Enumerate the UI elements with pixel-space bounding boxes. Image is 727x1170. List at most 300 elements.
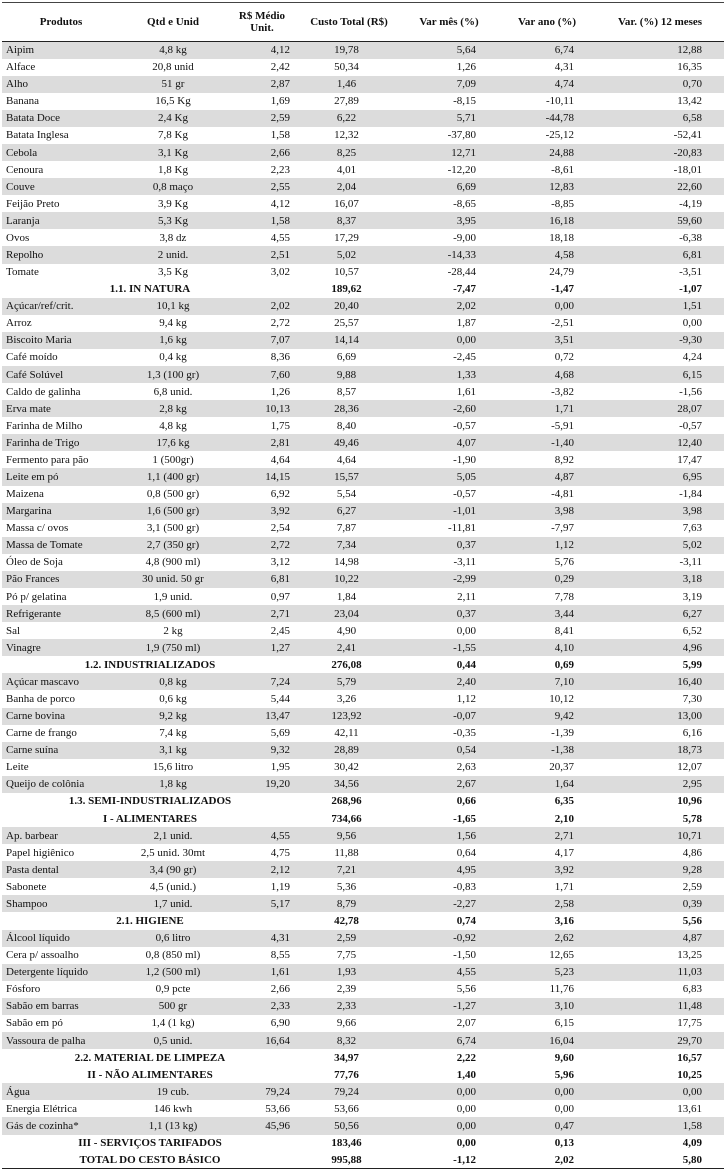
- total-cost: 30,42: [334, 761, 359, 774]
- table-row: [2, 759, 724, 776]
- var-year: 1,64: [498, 776, 596, 793]
- product-name: Cera p/ assoalho: [6, 949, 79, 962]
- unit-price: 4,12: [270, 197, 290, 210]
- var-12-months: 5,02: [596, 537, 724, 554]
- total-cost: 8,32: [298, 1032, 400, 1049]
- var-year: 1,71: [498, 400, 596, 417]
- product-name: Gás de cozinha*: [2, 1117, 120, 1134]
- table-row: [2, 451, 724, 468]
- total-cost: 7,34: [298, 537, 400, 554]
- var-month: 1,61: [456, 385, 476, 398]
- product-name: Pó p/ gelatina: [6, 590, 67, 603]
- var-12-months: 6,52: [682, 624, 702, 637]
- total-cost: 189,62: [331, 283, 362, 296]
- unit-price: 9,32: [226, 742, 298, 759]
- total-cost: 1,46: [298, 76, 400, 93]
- var-year: 4,74: [498, 76, 596, 93]
- var-month: 12,71: [400, 144, 498, 161]
- subtotal-row: [2, 793, 724, 810]
- quantity: 2,8 kg: [120, 400, 226, 417]
- product-name: Banana: [6, 95, 39, 108]
- quantity: 3,1 kg: [120, 742, 226, 759]
- var-year: 0,72: [554, 351, 574, 364]
- var-year: -8,61: [551, 163, 574, 176]
- product-name: Óleo de Soja: [6, 556, 63, 569]
- var-year: 3,16: [554, 915, 574, 928]
- var-month: 1,33: [400, 366, 498, 383]
- var-month: 2,11: [457, 590, 476, 603]
- table-row: [2, 537, 724, 554]
- table-row: [2, 264, 724, 281]
- total-cost: 42,11: [334, 727, 359, 740]
- price-table-container: [2, 2, 724, 1169]
- product-name: Sabão em pó: [6, 1017, 63, 1030]
- var-12-months: -20,83: [596, 144, 724, 161]
- quantity: 4,8 kg: [159, 419, 187, 432]
- table-row: [2, 42, 724, 59]
- quantity: 2,1 unid.: [120, 827, 226, 844]
- quantity: 0,8 kg: [120, 673, 226, 690]
- product-name: Farinha de Trigo: [2, 434, 120, 451]
- total-cost: 17,29: [334, 231, 359, 244]
- quantity: 5,3 Kg: [120, 212, 226, 229]
- table-row: [2, 417, 724, 434]
- unit-price: 4,55: [226, 827, 298, 844]
- quantity: 3,8 dz: [159, 231, 187, 244]
- product-name: Vinagre: [2, 639, 120, 656]
- var-12-months: 13,61: [677, 1102, 702, 1115]
- unit-price: 2,02: [226, 298, 298, 315]
- table-row: [2, 588, 724, 605]
- quantity: 2,5 unid. 30mt: [140, 846, 206, 859]
- quantity: 2,4 Kg: [120, 110, 226, 127]
- total-cost: 3,26: [336, 693, 357, 705]
- var-year: -8,85: [551, 197, 574, 210]
- table-row: [2, 776, 724, 793]
- subtotal-row: [2, 1135, 724, 1152]
- table-row: [2, 742, 724, 759]
- product-name: Banha de porco: [6, 693, 76, 705]
- product-name: Sabão em barras: [2, 998, 120, 1015]
- var-12-months: -3,51: [679, 266, 702, 279]
- var-month: 0,37: [400, 605, 498, 622]
- unit-price: 45,96: [226, 1117, 298, 1134]
- var-year: -1,47: [551, 283, 574, 296]
- quantity: 2 kg: [163, 624, 183, 637]
- total-cost: 20,40: [298, 298, 400, 315]
- product-name: Pão Frances: [2, 571, 120, 588]
- var-year: 3,92: [498, 861, 596, 878]
- table-row: [2, 315, 724, 332]
- table-row: [2, 1083, 724, 1100]
- total-cost: 2,59: [298, 930, 400, 947]
- total-cost: 4,01: [336, 163, 357, 176]
- var-month: 0,54: [400, 742, 498, 759]
- var-12-months: 10,96: [677, 795, 702, 808]
- subtotal-row: [2, 912, 724, 929]
- var-year: 6,74: [498, 42, 596, 59]
- table-row: [2, 298, 724, 315]
- subtotal-label: II - NÃO ALIMENTARES: [87, 1068, 213, 1081]
- unit-price: 13,47: [226, 708, 298, 725]
- var-month: 2,07: [456, 1017, 476, 1030]
- quantity: 9,4 kg: [159, 317, 187, 330]
- var-year: 4,87: [498, 468, 596, 485]
- table-row: [2, 59, 724, 76]
- var-12-months: 13,00: [596, 708, 724, 725]
- var-year: 0,13: [554, 1137, 574, 1150]
- var-12-months: 5,80: [596, 1152, 724, 1169]
- var-year: -4,81: [551, 488, 574, 501]
- unit-price: 53,66: [265, 1102, 290, 1115]
- var-month: -2,27: [400, 895, 498, 912]
- total-cost: 9,66: [336, 1017, 357, 1030]
- total-cost: 2,04: [298, 178, 400, 195]
- table-row: [2, 998, 724, 1015]
- product-name: Sabonete: [6, 880, 47, 893]
- quantity: 146 kwh: [153, 1102, 193, 1115]
- total-cost: 995,88: [298, 1152, 400, 1169]
- unit-price: 3,02: [270, 266, 290, 279]
- var-year: 4,68: [498, 366, 596, 383]
- total-cost: 5,79: [298, 673, 400, 690]
- var-year: 5,23: [498, 964, 596, 981]
- product-name: Açúcar/ref/crit.: [2, 298, 120, 315]
- var-month: 0,44: [456, 658, 476, 671]
- quantity: 3,4 (90 gr): [120, 861, 226, 878]
- quantity: 3,1 Kg: [120, 144, 226, 161]
- var-month: 0,66: [456, 795, 476, 808]
- quantity: 0,8 maço: [120, 178, 226, 195]
- table-row: [2, 1100, 724, 1117]
- var-month: 1,12: [456, 693, 476, 705]
- total-cost: 268,96: [331, 795, 362, 808]
- product-name: Queijo de colônia: [2, 776, 120, 793]
- var-12-months: 0,00: [596, 1083, 724, 1100]
- var-12-months: 6,95: [596, 468, 724, 485]
- var-month: -8,65: [453, 197, 476, 210]
- var-12-months: 13,25: [677, 949, 702, 962]
- var-year: 18,18: [549, 231, 574, 244]
- subtotal-label: 1.3. SEMI-INDUSTRIALIZADOS: [68, 795, 232, 808]
- table-row: [2, 468, 724, 485]
- var-year: 24,79: [549, 266, 574, 279]
- quantity: 3,5 Kg: [158, 266, 188, 279]
- subtotal-row: [2, 1049, 724, 1066]
- product-name: Arroz: [6, 317, 32, 330]
- product-name: Margarina: [2, 503, 120, 520]
- var-year: 7,10: [498, 673, 596, 690]
- var-month: 3,95: [400, 212, 498, 229]
- quantity: 4,5 (unid.): [149, 880, 197, 893]
- quantity: 3,9 Kg: [158, 197, 188, 210]
- unit-price: 2,45: [270, 624, 290, 637]
- table-row: [2, 383, 724, 400]
- quantity: 1,8 Kg: [158, 163, 188, 176]
- product-name: Couve: [2, 178, 120, 195]
- var-12-months: 16,35: [677, 61, 702, 74]
- unit-price: 6,90: [270, 1017, 290, 1030]
- var-12-months: 18,73: [596, 742, 724, 759]
- table-row: [2, 503, 724, 520]
- var-year: 3,98: [498, 503, 596, 520]
- table-row: [2, 212, 724, 229]
- unit-price: 10,13: [226, 400, 298, 417]
- table-row: [2, 827, 724, 844]
- product-name: Caldo de galinha: [6, 385, 81, 398]
- quantity: 4,8 (900 ml): [145, 556, 201, 569]
- var-year: 5,96: [554, 1068, 574, 1081]
- total-cost: 10,22: [298, 571, 400, 588]
- quantity: 1,2 (500 ml): [120, 964, 226, 981]
- total-cost: 1,84: [336, 590, 357, 603]
- table-row: [2, 1117, 724, 1134]
- unit-price: 7,60: [226, 366, 298, 383]
- total-cost: 34,97: [334, 1051, 359, 1064]
- unit-price: 79,24: [226, 1083, 298, 1100]
- var-year: 20,37: [549, 761, 574, 774]
- var-month: -12,20: [447, 163, 476, 176]
- unit-price: 2,72: [226, 537, 298, 554]
- var-12-months: 0,70: [596, 76, 724, 93]
- var-year: -1,38: [498, 742, 596, 759]
- var-month: 2,40: [400, 673, 498, 690]
- total-cost: 53,66: [334, 1102, 359, 1115]
- unit-price: 2,72: [270, 317, 290, 330]
- var-month: 1,26: [456, 61, 476, 74]
- product-name: Maizena: [6, 488, 44, 501]
- total-cost: 14,14: [298, 332, 400, 349]
- product-name: Repolho: [2, 246, 120, 263]
- var-month: -1,27: [400, 998, 498, 1015]
- var-month: -2,45: [453, 351, 476, 364]
- var-12-months: 59,60: [596, 212, 724, 229]
- total-cost: 7,75: [336, 949, 357, 962]
- subtotal-row: [2, 1152, 724, 1169]
- var-month: -3,11: [453, 556, 476, 569]
- product-name: Café moído: [6, 351, 58, 364]
- total-cost: 28,89: [298, 742, 400, 759]
- var-12-months: 12,07: [677, 761, 702, 774]
- table-row: [2, 1015, 724, 1032]
- quantity: 0,6 litro: [120, 930, 226, 947]
- product-name: Batata Inglesa: [6, 129, 69, 142]
- total-cost: 7,87: [336, 522, 357, 535]
- var-year: -5,91: [551, 419, 574, 432]
- var-12-months: -9,30: [596, 332, 724, 349]
- total-cost: 5,54: [336, 488, 357, 501]
- basic-basket-table: [2, 2, 724, 1169]
- table-row: [2, 520, 724, 537]
- var-12-months: 4,09: [682, 1137, 702, 1150]
- var-12-months: 6,15: [596, 366, 724, 383]
- var-month: -1,55: [400, 639, 498, 656]
- total-cost: 9,88: [298, 366, 400, 383]
- quantity: 0,9 pcte: [155, 983, 191, 996]
- var-month: 0,00: [456, 1102, 476, 1115]
- var-year: -44,78: [498, 110, 596, 127]
- var-month: -11,81: [447, 522, 476, 535]
- unit-price: 2,23: [270, 163, 290, 176]
- table-row: [2, 947, 724, 964]
- unit-price: 1,69: [270, 95, 290, 108]
- product-name: Aipim: [2, 42, 120, 59]
- unit-price: 5,17: [226, 895, 298, 912]
- unit-price: 2,71: [226, 605, 298, 622]
- unit-price: 2,87: [226, 76, 298, 93]
- subtotal-row: [2, 656, 724, 673]
- table-row: [2, 110, 724, 127]
- var-month: 1,56: [400, 827, 498, 844]
- unit-price: 3,12: [270, 556, 290, 569]
- table-row: [2, 639, 724, 656]
- var-year: 1,12: [498, 537, 596, 554]
- var-12-months: 11,03: [596, 964, 724, 981]
- var-12-months: 10,25: [677, 1068, 702, 1081]
- quantity: 1,1 (13 kg): [120, 1117, 226, 1134]
- product-name: Água: [2, 1083, 120, 1100]
- var-month: -0,57: [453, 488, 476, 501]
- table-row: [2, 622, 724, 639]
- total-cost: 6,69: [336, 351, 357, 364]
- var-12-months: 28,07: [596, 400, 724, 417]
- table-row: [2, 195, 724, 212]
- var-12-months: 17,75: [677, 1017, 702, 1030]
- unit-price: 2,51: [226, 246, 298, 263]
- product-name: Açúcar mascavo: [2, 673, 120, 690]
- var-year: -1,39: [551, 727, 574, 740]
- var-12-months: -1,84: [679, 488, 702, 501]
- subtotal-row: [2, 1066, 724, 1083]
- var-month: 0,74: [456, 915, 476, 928]
- var-month: -1,50: [453, 949, 476, 962]
- unit-price: 2,54: [270, 522, 290, 535]
- var-12-months: 6,16: [682, 727, 702, 740]
- quantity: 17,6 kg: [120, 434, 226, 451]
- total-cost: 7,21: [298, 861, 400, 878]
- var-month: -0,92: [400, 930, 498, 947]
- var-month: 2,63: [456, 761, 476, 774]
- quantity: 500 gr: [120, 998, 226, 1015]
- total-cost: 11,88: [334, 846, 359, 859]
- quantity: 1,3 (100 gr): [120, 366, 226, 383]
- var-12-months: 10,71: [596, 827, 724, 844]
- product-name: Ap. barbear: [2, 827, 120, 844]
- quantity: 4,8 kg: [120, 42, 226, 59]
- table-row: [2, 366, 724, 383]
- unit-price: 2,12: [226, 861, 298, 878]
- var-12-months: -6,38: [679, 231, 702, 244]
- total-cost: 8,37: [298, 212, 400, 229]
- table-row: [2, 708, 724, 725]
- subtotal-label: 2.2. MATERIAL DE LIMPEZA: [74, 1051, 226, 1064]
- table-row: [2, 349, 724, 366]
- quantity: 0,8 (500 gr): [146, 488, 200, 501]
- table-row: [2, 605, 724, 622]
- var-month: -28,44: [447, 266, 476, 279]
- var-month: -0,57: [453, 419, 476, 432]
- product-name: Álcool líquido: [2, 930, 120, 947]
- var-year: 0,29: [498, 571, 596, 588]
- var-year: 3,10: [498, 998, 596, 1015]
- var-month: 4,95: [400, 861, 498, 878]
- var-month: -0,35: [453, 727, 476, 740]
- var-month: -1,01: [400, 503, 498, 520]
- var-12-months: 5,99: [682, 658, 702, 671]
- table-row: [2, 725, 724, 742]
- quantity: 15,6 litro: [152, 761, 194, 774]
- var-12-months: 1,51: [596, 298, 724, 315]
- table-row: [2, 554, 724, 571]
- var-year: -1,40: [498, 434, 596, 451]
- quantity: 1,1 (400 gr): [120, 468, 226, 485]
- quantity: 7,4 kg: [159, 727, 187, 740]
- unit-price: 1,26: [270, 385, 290, 398]
- product-name: Farinha de Milho: [6, 419, 83, 432]
- var-month: 7,09: [400, 76, 498, 93]
- unit-price: 16,64: [226, 1032, 298, 1049]
- product-name: Vassoura de palha: [2, 1032, 120, 1049]
- total-cost: 79,24: [298, 1083, 400, 1100]
- quantity: 16,5 Kg: [155, 95, 191, 108]
- unit-price: 8,36: [270, 351, 290, 364]
- unit-price: 2,55: [226, 178, 298, 195]
- total-cost: 49,46: [298, 434, 400, 451]
- total-cost: 5,36: [336, 880, 357, 893]
- total-cost: 6,22: [298, 110, 400, 127]
- subtotal-label: I - ALIMENTARES: [103, 812, 197, 825]
- product-name: Laranja: [2, 212, 120, 229]
- var-12-months: 13,42: [677, 95, 702, 108]
- var-year: 16,04: [498, 1032, 596, 1049]
- table-row: [2, 690, 724, 707]
- total-cost: 9,56: [298, 827, 400, 844]
- var-year: 12,65: [549, 949, 574, 962]
- product-name: Tomate: [6, 266, 39, 279]
- var-month: 0,64: [456, 846, 476, 859]
- total-cost: 25,57: [334, 317, 359, 330]
- var-12-months: -1,56: [679, 385, 702, 398]
- var-12-months: 29,70: [596, 1032, 724, 1049]
- var-12-months: 11,48: [596, 998, 724, 1015]
- unit-price: 19,20: [226, 776, 298, 793]
- table-row: [2, 76, 724, 93]
- quantity: 0,4 kg: [159, 351, 187, 364]
- total-cost: 1,93: [298, 964, 400, 981]
- var-12-months: 7,30: [682, 693, 702, 705]
- unit-price: 1,58: [226, 212, 298, 229]
- table-row: [2, 246, 724, 263]
- product-name: Carne bovina: [2, 708, 120, 725]
- var-month: -1,90: [453, 453, 476, 466]
- var-year: 11,76: [549, 983, 574, 996]
- quantity: 1 (500gr): [152, 453, 194, 466]
- var-year: 4,31: [554, 61, 574, 74]
- table-row: [2, 878, 724, 895]
- header-products: Produtos: [2, 3, 120, 42]
- unit-price: 2,81: [226, 434, 298, 451]
- product-name: Feijão Preto: [6, 197, 60, 210]
- total-cost: 6,27: [298, 503, 400, 520]
- product-name: Refrigerante: [2, 605, 120, 622]
- unit-price: 7,24: [226, 673, 298, 690]
- product-name: Café Solúvel: [2, 366, 120, 383]
- var-month: -7,47: [453, 283, 476, 296]
- unit-price: 5,44: [270, 693, 290, 705]
- var-month: 6,74: [400, 1032, 498, 1049]
- var-month: -2,99: [400, 571, 498, 588]
- product-name: Sal: [6, 624, 21, 637]
